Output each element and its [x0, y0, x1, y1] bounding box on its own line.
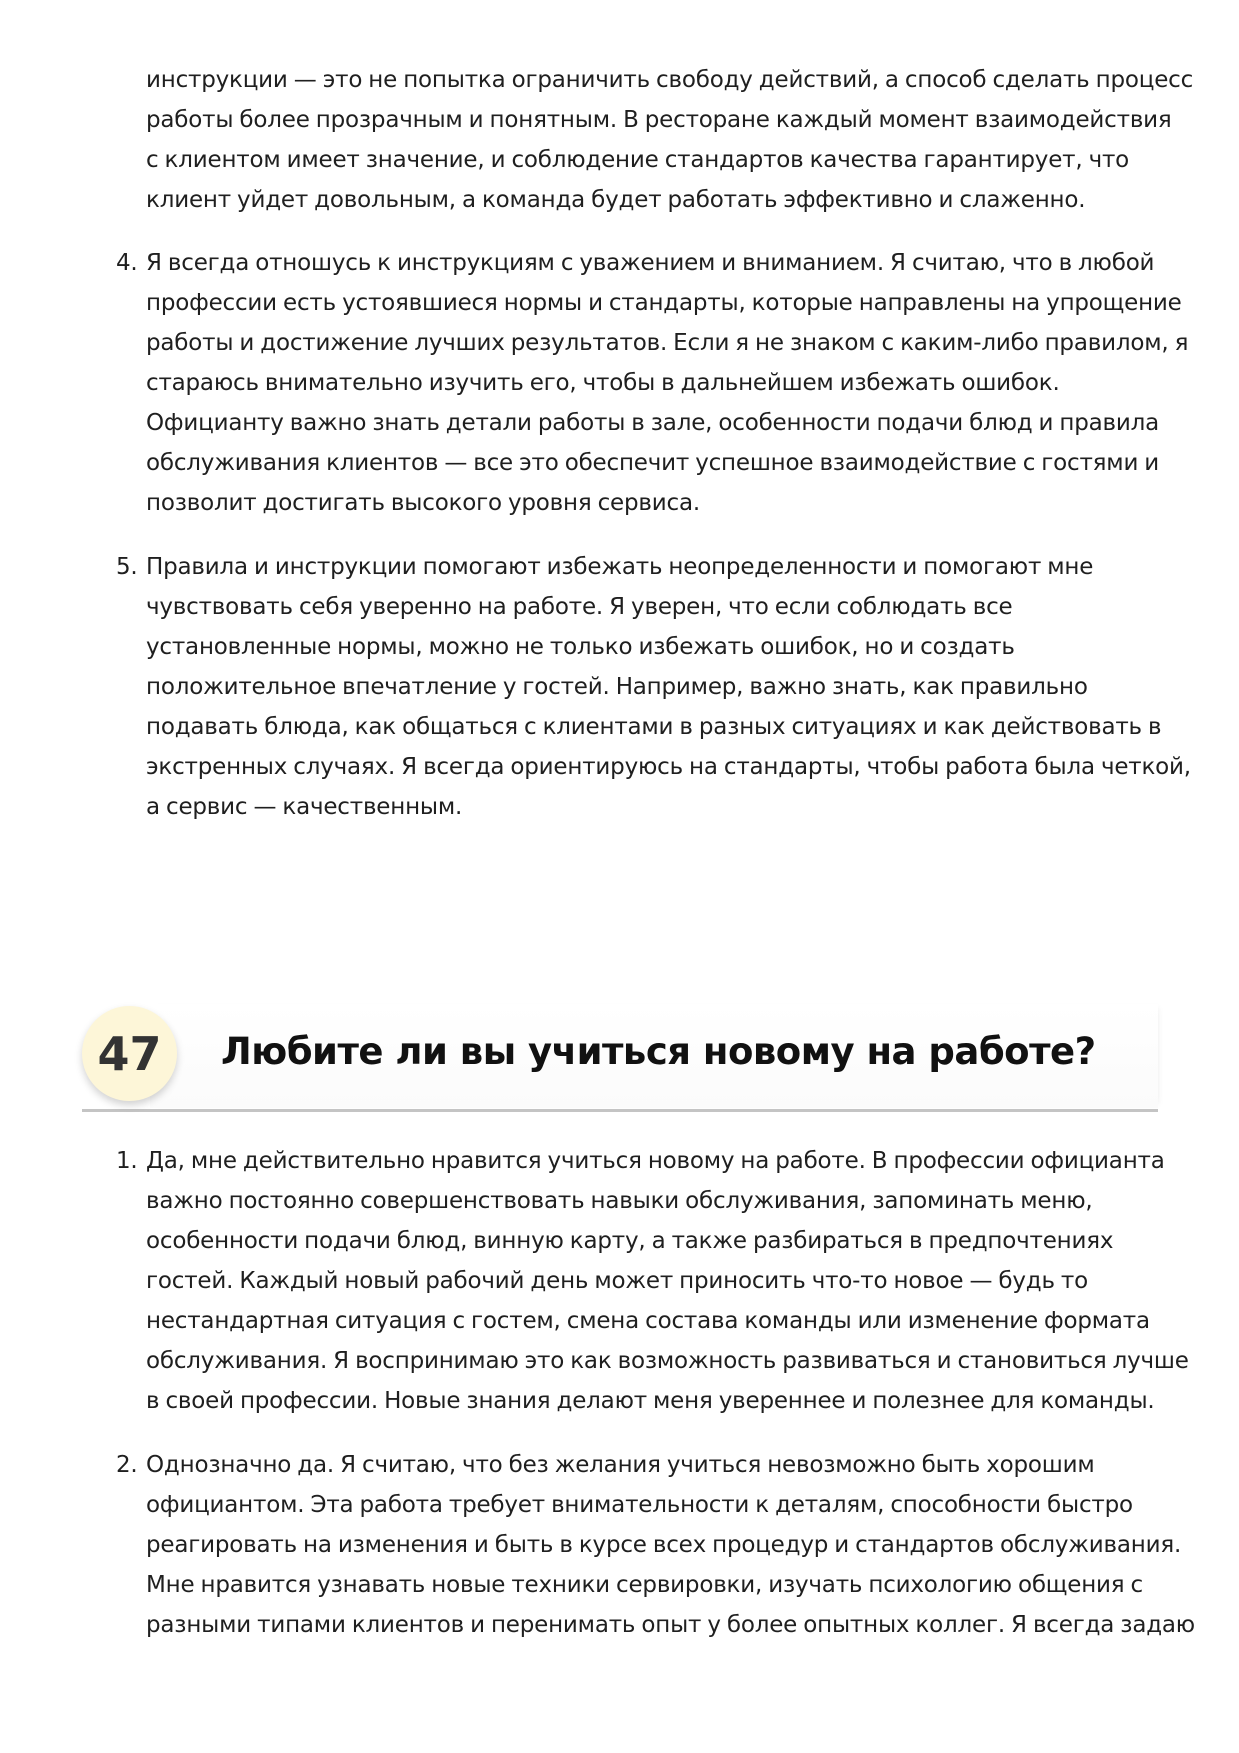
list-item-number: 2.: [116, 1452, 138, 1478]
list-item-number: 1.: [116, 1148, 138, 1174]
list-item: [116, 243, 1189, 523]
list-item-number: 4.: [116, 250, 138, 276]
list-item: [116, 1141, 1189, 1421]
section-title: Любите ли вы учиться новому на работе?: [221, 1030, 1096, 1073]
text-line: профессии есть устоявшиеся нормы и стандарты, которые направлены на упрощение: [146, 290, 1182, 316]
text-line: экстренных случаях. Я всегда ориентируюсь на стандарты, чтобы работа была четкой,: [146, 754, 1191, 780]
text-line: Официанту важно знать детали работы в зале, особенности подачи блюд и правила: [146, 410, 1160, 436]
text-line: Я всегда отношусь к инструкциям с уважением и вниманием. Я считаю, что в любой: [146, 250, 1155, 276]
text-line: Мне нравится узнавать новые техники сервировки, изучать психологию общения с: [146, 1572, 1143, 1598]
text-line: клиент уйдет довольным, а команда будет работать эффективно и слаженно.: [146, 187, 1086, 213]
text-line: чувствовать себя уверенно на работе. Я уверен, что если соблюдать все: [146, 594, 1013, 620]
text-line: положительное впечатление у гостей. Например, важно знать, как правильно: [146, 674, 1088, 700]
text-line: Да, мне действительно нравится учиться новому на работе. В профессии официанта: [146, 1148, 1165, 1174]
text-line: работы и достижение лучших результатов. Если я не знаком с каким-либо правилом, я: [146, 330, 1189, 356]
list-item: [116, 1445, 1195, 1645]
text-line: нестандартная ситуация с гостем, смена состава команды или изменение формата: [146, 1308, 1150, 1334]
text-line: обслуживания. Я воспринимаю это как возможность развиваться и становиться лучше: [146, 1348, 1189, 1374]
text-line: а сервис — качественным.: [146, 794, 463, 820]
question-number-badge: 47: [82, 1006, 177, 1101]
heading-divider: [82, 1109, 1158, 1112]
text-line: подавать блюда, как общаться с клиентами в разных ситуациях и как действовать в: [146, 714, 1162, 740]
text-line: с клиентом имеет значение, и соблюдение стандартов качества гарантирует, что: [146, 147, 1130, 173]
text-line: Правила и инструкции помогают избежать неопределенности и помогают мне: [146, 554, 1094, 580]
text-line: особенности подачи блюд, винную карту, а также разбираться в предпочтениях: [146, 1228, 1114, 1254]
text-line: в своей профессии. Новые знания делают меня увереннее и полезнее для команды.: [146, 1388, 1155, 1414]
continued-paragraph: [146, 60, 1194, 220]
text-line: официантом. Эта работа требует внимательности к деталям, способности быстро: [146, 1492, 1133, 1518]
text-line: гостей. Каждый новый рабочий день может приносить что-то новое — будь то: [146, 1268, 1089, 1294]
text-line: стараюсь внимательно изучить его, чтобы в дальнейшем избежать ошибок.: [146, 370, 1060, 396]
list-item: [116, 547, 1191, 827]
text-line: важно постоянно совершенствовать навыки обслуживания, запоминать меню,: [146, 1188, 1093, 1214]
text-line: разными типами клиентов и перенимать опыт у более опытных коллег. Я всегда задаю: [146, 1612, 1195, 1638]
list-item-number: 5.: [116, 554, 138, 580]
text-line: работы более прозрачным и понятным. В ресторане каждый момент взаимодействия: [146, 107, 1172, 133]
text-line: позволит достигать высокого уровня сервиса.: [146, 490, 700, 516]
text-line: установленные нормы, можно не только избежать ошибок, но и создать: [146, 634, 1015, 660]
text-line: обслуживания клиентов — все это обеспечит успешное взаимодействие с гостями и: [146, 450, 1160, 476]
text-line: инструкции — это не попытка ограничить свободу действий, а способ сделать процесс: [146, 67, 1194, 93]
text-line: реагировать на изменения и быть в курсе всех процедур и стандартов обслуживания.: [146, 1532, 1182, 1558]
text-line: Однозначно да. Я считаю, что без желания учиться невозможно быть хорошим: [146, 1452, 1095, 1478]
